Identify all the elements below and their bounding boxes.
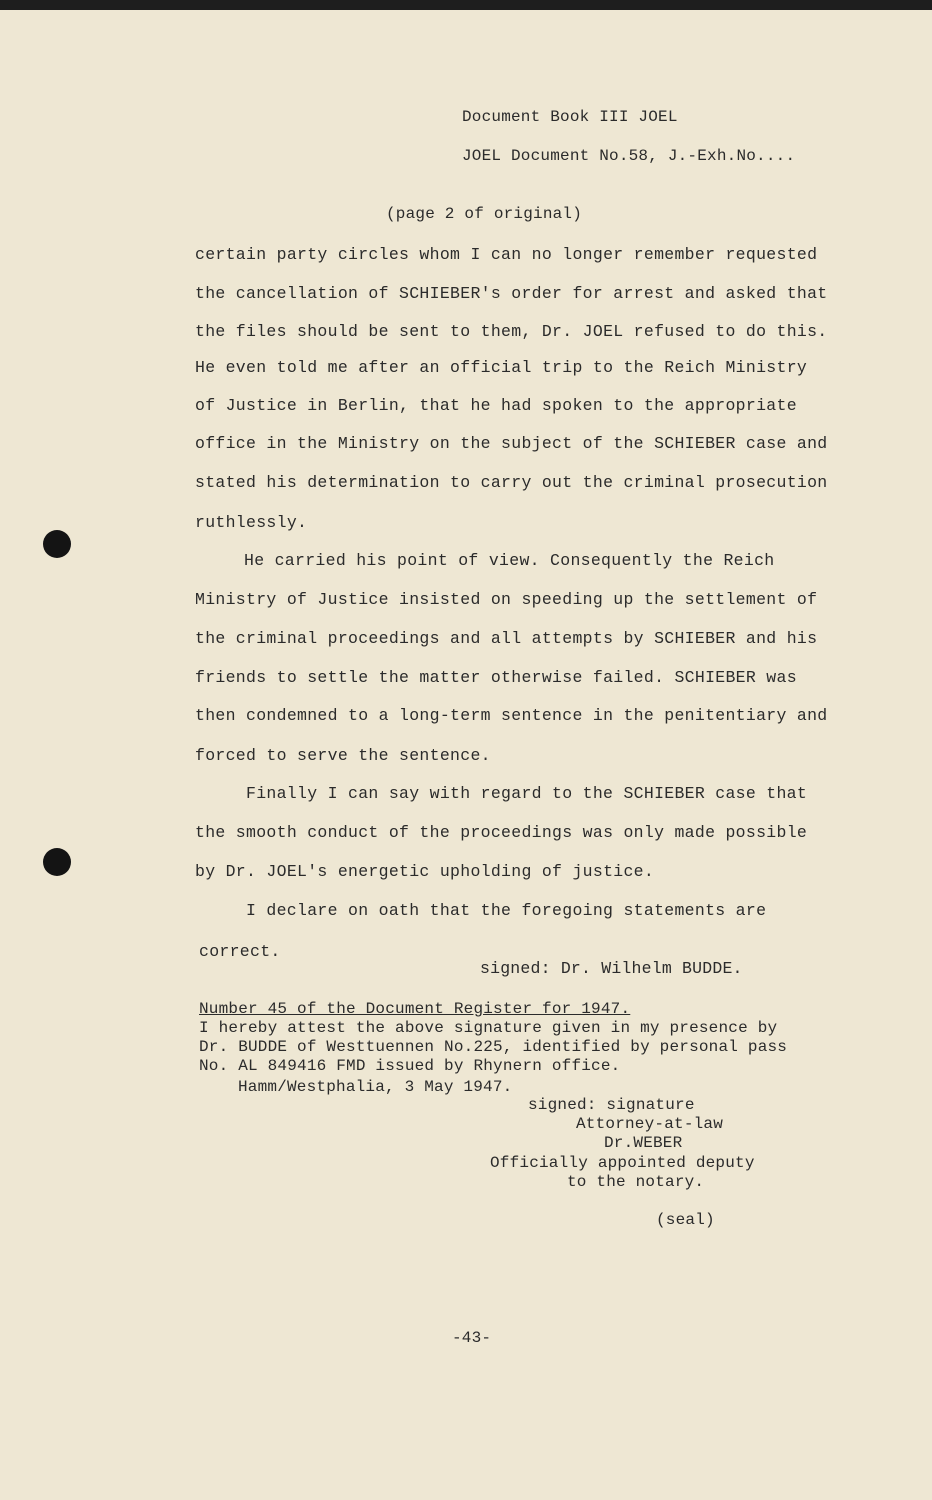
body-line: ruthlessly. xyxy=(195,513,308,532)
register-title: Number 45 of the Document Register for 1947. xyxy=(199,1000,631,1018)
notary-line: Attorney-at-law xyxy=(576,1115,724,1133)
register-place-date: Hamm/Westphalia, 3 May 1947. xyxy=(238,1078,513,1096)
body-line: correct. xyxy=(199,942,281,961)
register-line: I hereby attest the above signature given in my presence by xyxy=(199,1019,778,1037)
seal-note: (seal) xyxy=(656,1211,715,1229)
body-line: forced to serve the sentence. xyxy=(195,746,491,765)
body-line: by Dr. JOEL's energetic upholding of justice. xyxy=(195,862,655,881)
body-line: of Justice in Berlin, that he had spoken to the appropriate xyxy=(195,396,797,415)
document-book-label: Document Book III JOEL xyxy=(462,108,678,126)
punch-hole xyxy=(43,848,71,876)
notary-line: to the notary. xyxy=(567,1173,705,1191)
page-number: -43- xyxy=(452,1329,492,1347)
body-line: friends to settle the matter otherwise failed. SCHIEBER was xyxy=(195,668,797,687)
body-line: office in the Ministry on the subject of the SCHIEBER case and xyxy=(195,434,828,453)
body-line: stated his determination to carry out the criminal prosecution xyxy=(195,473,828,492)
scan-top-edge xyxy=(0,0,932,10)
notary-line: Dr.WEBER xyxy=(604,1134,683,1152)
notary-line: signed: signature xyxy=(528,1096,695,1114)
document-reference: JOEL Document No.58, J.-Exh.No.... xyxy=(462,147,796,165)
body-line: the smooth conduct of the proceedings was only made possible xyxy=(195,823,808,842)
register-line: No. AL 849416 FMD issued by Rhynern office. xyxy=(199,1057,621,1075)
body-line: He carried his point of view. Consequently the Reich xyxy=(244,551,775,570)
punch-hole xyxy=(43,530,71,558)
body-line: the cancellation of SCHIEBER's order for arrest and asked that xyxy=(195,284,828,303)
budde-signature: signed: Dr. Wilhelm BUDDE. xyxy=(480,959,743,978)
register-line: Dr. BUDDE of Westtuennen No.225, identified by personal pass xyxy=(199,1038,788,1056)
body-line: the files should be sent to them, Dr. JOEL refused to do this. xyxy=(195,322,828,341)
body-line: He even told me after an official trip to the Reich Ministry xyxy=(195,358,808,377)
body-line: Finally I can say with regard to the SCHIEBER case that xyxy=(246,784,808,803)
page-note: (page 2 of original) xyxy=(386,205,583,223)
notary-line: Officially appointed deputy xyxy=(490,1154,755,1172)
body-line: then condemned to a long-term sentence in the penitentiary and xyxy=(195,706,828,725)
body-line: I declare on oath that the foregoing statements are xyxy=(246,901,767,920)
body-line: certain party circles whom I can no longer remember requested xyxy=(195,245,818,264)
body-line: the criminal proceedings and all attempts by SCHIEBER and his xyxy=(195,629,818,648)
body-line: Ministry of Justice insisted on speeding up the settlement of xyxy=(195,590,818,609)
